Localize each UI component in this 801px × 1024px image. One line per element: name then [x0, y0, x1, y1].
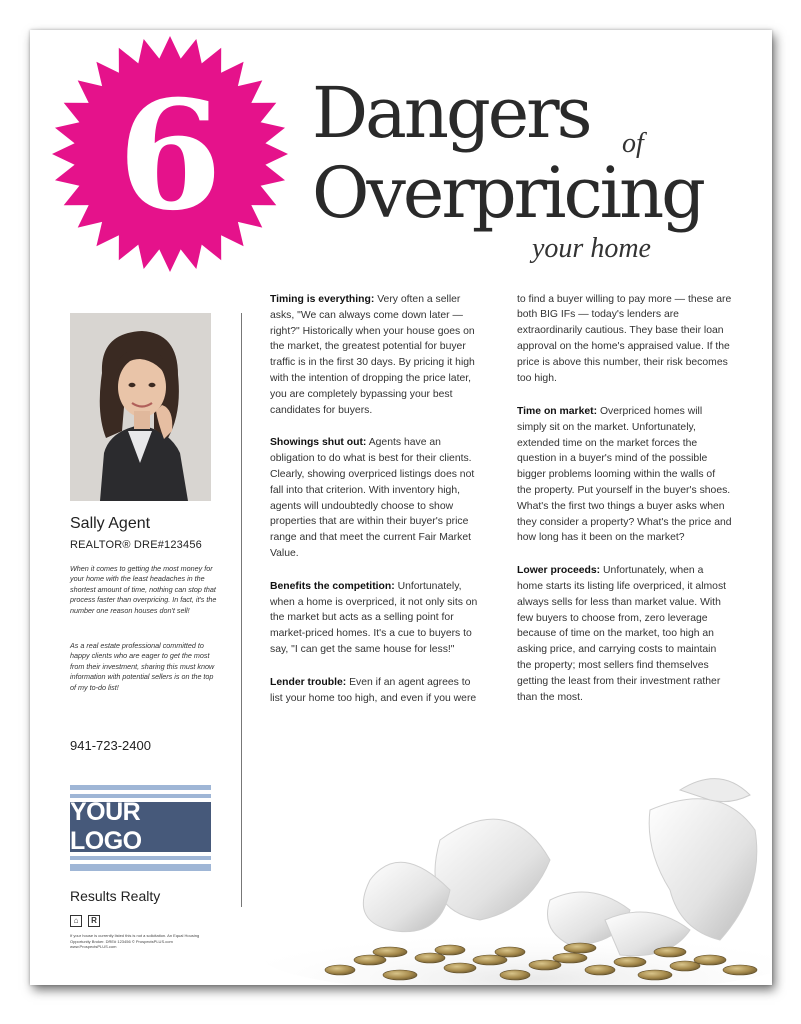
compliance-icons [70, 915, 100, 927]
coin [614, 957, 646, 967]
equal-housing-icon: ⌂ [70, 915, 82, 927]
title-dangers: Dangers [312, 72, 590, 154]
column-divider [241, 313, 242, 907]
coin [553, 953, 587, 963]
title-your-home: your home [532, 233, 651, 264]
agent-phone[interactable]: 941-723-2400 [70, 738, 151, 753]
section-lender-cont: to find a buyer willing to pay more — these are both BIG IFs — today's lenders are extraordinarily cautious. They base their loan approval on the home's appraised value. If the price is above this number, their risk becomes too high. [517, 293, 732, 384]
company-logo [70, 785, 211, 871]
broken-piggy-bank-image [250, 770, 770, 985]
coin [529, 960, 561, 970]
section-lower-proceeds: Lower proceeds: Unfortunately, when a home starts its listing life overpriced, it almost always sells for less than market value. With few buyers to choose from, zero leverage because of time on the market, too high an asking price, and carrying costs to maintain the property; most sellers find themselves getting the least from their investment rather than the most. [517, 565, 727, 703]
section-showings: Showings shut out: Agents have an obligation to do what is best for their clients. Clearly, showing overpriced listings does not fall into that criterion. With inventory high, agents will undoubtedly choose to show properties that are within their buyer's price range and that meet the current Fair Market Value. [270, 437, 475, 559]
coin [585, 965, 615, 975]
realtor-r-icon: R [88, 915, 100, 927]
coin [500, 970, 530, 980]
flyer-page [30, 30, 772, 985]
article-column-2 [517, 292, 732, 722]
badge-number: 6 [117, 68, 223, 244]
agent-license: REALTOR® DRE#123456 [70, 539, 202, 551]
coin [723, 965, 757, 975]
agent-photo [70, 313, 211, 501]
section-lender: Lender trouble: Even if an agent agrees to list your home too high, and even if you were [270, 676, 477, 704]
disclaimer-text: If your house is currently listed this is not a solicitation. An Equal Housing Opportunity Broker. DRE# 123456 © ProspectsPLUS.com www.ProspectsPLUS.com [70, 933, 200, 949]
agent-name: Sally Agent [70, 515, 151, 532]
coin [694, 955, 726, 965]
coin [435, 945, 465, 955]
logo-text: YOUR LOGO [70, 798, 142, 855]
agent-blurb-2: As a real estate professional committed to happy clients who are eager to get the most from their investment, sharing this must know information with potential sellers is on the top of my to-do list! [70, 641, 215, 692]
coin [373, 947, 407, 957]
coin [564, 943, 596, 953]
title-overpricing: Overpricing [312, 152, 703, 234]
section-benefits: Benefits the competition: Unfortunately, when a home is overpriced, it not only sits on the market but acts as a selling point for market-priced homes. It's a cue to buyers to say, "I can get the same house for less!" [270, 580, 478, 655]
agent-blurb-1: When it comes to getting the most money for your home with the least headaches in the shortest amount of time, nothing can stop that process faster than overpricing. In fact, it's the number one reason houses don't sell! [70, 564, 217, 615]
title-of: of [622, 128, 644, 159]
company-name: Results Realty [70, 888, 161, 904]
section-time-on-market: Time on market: Overpriced homes will simply sit on the market. Unfortunately, extended time on the market forces the question in a buyer's mind of the possible bigger problems looming within the walls of the property. Put yourself in the buyer's shoes. What's the first two things a buyer asks when they consider a property? What's the price and how long has it been on the market? [517, 406, 732, 544]
coin [638, 970, 672, 980]
coin [415, 953, 445, 963]
coin [444, 963, 476, 973]
coin [495, 947, 525, 957]
section-timing: Timing is everything: Very often a seller asks, "We can always come down later — right?" Historically when your house goes on the market, the greatest potential for buyer traffic is in the first 30 days. By pricing it high with the intention of dropping the price later, you are completely bypassing your best candidates for buyers. [270, 294, 475, 416]
article-column-1 [270, 292, 485, 723]
coin [670, 961, 700, 971]
coin [325, 965, 355, 975]
agent-portrait-image [70, 313, 211, 501]
coin [383, 970, 417, 980]
coin [654, 947, 686, 957]
